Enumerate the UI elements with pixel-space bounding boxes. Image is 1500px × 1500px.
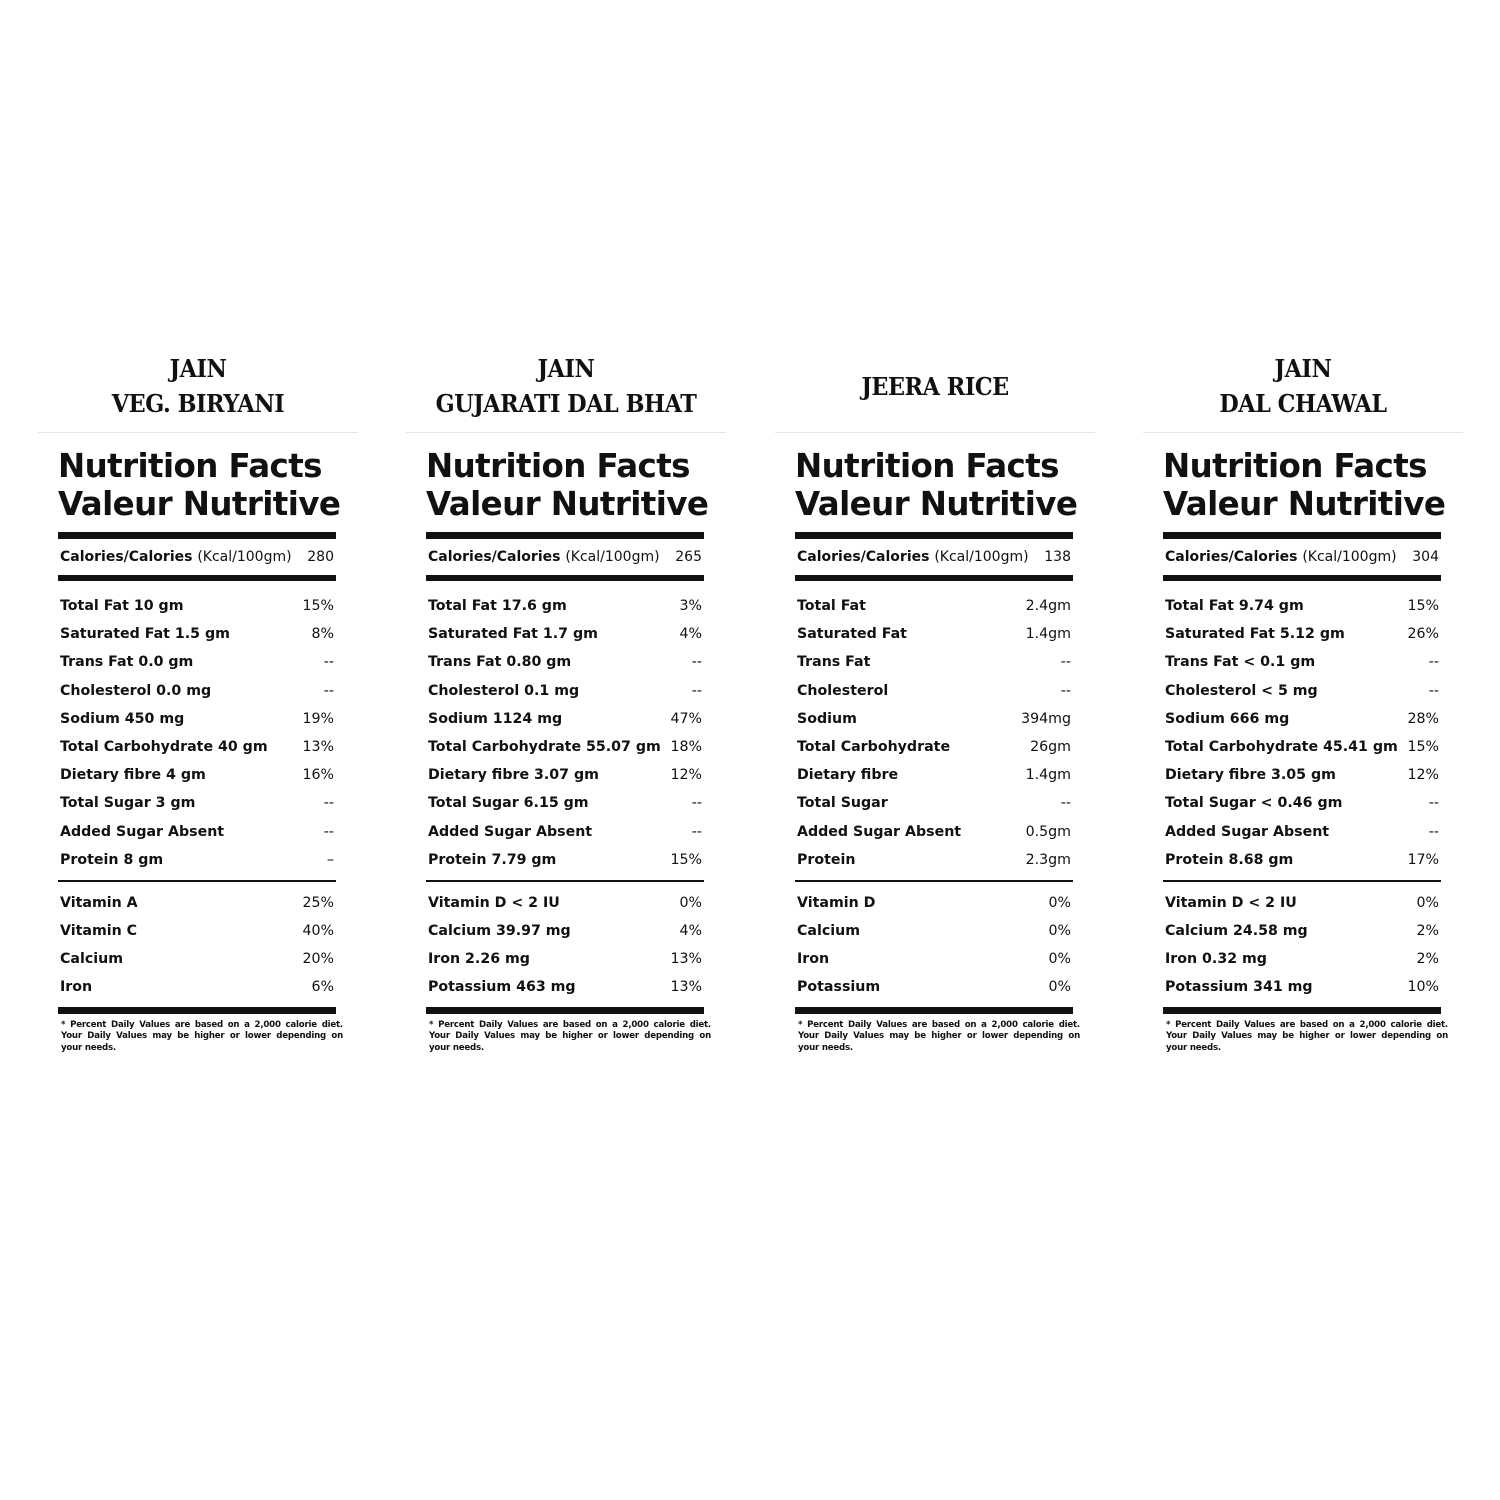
heading-french: Valeur Nutritive [58, 485, 341, 523]
vitamin-name: Iron 0.32 mg [1165, 950, 1267, 967]
nutrient-value: -- [323, 682, 334, 699]
vitamin-row [795, 917, 1073, 945]
nutrient-row [1163, 705, 1441, 733]
nutrient-value: 26% [1407, 626, 1439, 643]
vitamin-value: 6% [311, 978, 334, 995]
nutrient-row [1163, 620, 1441, 648]
nutrient-value: -- [1428, 795, 1439, 812]
nutrition-panel-2 [406, 340, 726, 1054]
nutrient-row [1163, 733, 1441, 761]
nutrient-row [426, 789, 704, 817]
dish-title-line: JAIN [169, 354, 227, 383]
nutrient-value: -- [1428, 823, 1439, 840]
nutrient-name: Saturated Fat 1.5 gm [60, 626, 230, 643]
calories-value: 304 [1412, 549, 1439, 565]
nutrient-value: 0.5gm [1025, 823, 1071, 840]
calories-unit: (Kcal/100gm) [934, 549, 1029, 565]
vitamin-row [58, 917, 336, 945]
nutrient-name: Total Sugar [797, 795, 888, 812]
nutrient-row [795, 789, 1073, 817]
nutrient-value: 26gm [1030, 739, 1071, 756]
vitamin-row [1163, 889, 1441, 917]
nutrient-value: -- [691, 823, 702, 840]
vitamin-name: Iron [797, 950, 830, 967]
footnote: * Percent Daily Values are based on a 2,000 calorie diet. Your Daily Values may be higher or lower depending on your needs. [61, 1019, 343, 1053]
nutrition-heading [1163, 447, 1446, 523]
nutrient-name: Total Sugar < 0.46 gm [1165, 795, 1343, 812]
nutrient-row [1163, 846, 1441, 874]
calories-label-text: Calories/Calories [1165, 549, 1298, 565]
nutrient-row [58, 789, 336, 817]
vitamin-value: 0% [1416, 894, 1439, 911]
nutrient-name: Total Fat 9.74 gm [1165, 598, 1304, 615]
nutrient-name: Added Sugar Absent [428, 823, 593, 840]
nutrient-value: 18% [670, 739, 702, 756]
calories-label [797, 549, 1029, 565]
nutrient-rows [1163, 581, 1441, 874]
nutrient-value: -- [323, 823, 334, 840]
nutrient-name: Added Sugar Absent [797, 823, 962, 840]
dish-title-line: JAIN [1274, 354, 1332, 383]
nutrient-row [426, 705, 704, 733]
nutrition-label [58, 447, 343, 1054]
nutrition-panel-3 [775, 340, 1095, 1054]
dish-title [1154, 340, 1452, 432]
nutrient-row [1163, 818, 1441, 846]
title-divider [38, 432, 358, 433]
footnote: * Percent Daily Values are based on a 2,000 calorie diet. Your Daily Values may be higher or lower depending on your needs. [798, 1019, 1080, 1053]
nutrient-value: 17% [1407, 851, 1439, 868]
nutrient-row [1163, 677, 1441, 705]
nutrient-row [58, 592, 336, 620]
nutrient-name: Added Sugar Absent [60, 823, 225, 840]
nutrient-name: Dietary fibre [797, 767, 899, 784]
nutrient-rows [426, 581, 704, 874]
nutrition-panel-4 [1143, 340, 1463, 1054]
vitamin-row [795, 945, 1073, 973]
heading-english: Nutrition Facts [58, 447, 322, 485]
calories-label-text: Calories/Calories [797, 549, 930, 565]
nutrient-name: Trans Fat < 0.1 gm [1165, 654, 1316, 671]
nutrient-value: 1.4gm [1025, 626, 1071, 643]
title-divider [775, 432, 1095, 433]
nutrient-name: Added Sugar Absent [1165, 823, 1330, 840]
calories-label [1165, 549, 1397, 565]
heading-french: Valeur Nutritive [426, 485, 709, 523]
nutrient-row [58, 648, 336, 676]
vitamin-name: Vitamin D < 2 IU [428, 894, 560, 911]
nutrient-value: 16% [302, 767, 334, 784]
nutrient-value: -- [1428, 682, 1439, 699]
nutrient-name: Saturated Fat 1.7 gm [428, 626, 598, 643]
nutrient-row [426, 846, 704, 874]
nutrient-row [795, 620, 1073, 648]
vitamin-name: Vitamin D < 2 IU [1165, 894, 1297, 911]
vitamin-name: Vitamin D [797, 894, 876, 911]
nutrient-row [795, 846, 1073, 874]
nutrient-value: -- [1060, 795, 1071, 812]
nutrient-name: Trans Fat [797, 654, 871, 671]
bottom-rule [426, 1007, 704, 1014]
vitamin-row [795, 973, 1073, 1001]
nutrient-row [1163, 761, 1441, 789]
nutrient-value: 15% [1407, 598, 1439, 615]
vitamin-name: Calcium [797, 922, 861, 939]
vitamin-value: 13% [670, 978, 702, 995]
nutrient-row [1163, 789, 1441, 817]
nutrient-row [426, 733, 704, 761]
dish-title-line: DAL CHAWAL [1219, 389, 1387, 418]
nutrient-value: 3% [679, 598, 702, 615]
dish-title [49, 340, 347, 432]
nutrient-row [426, 761, 704, 789]
nutrient-name: Total Fat 17.6 gm [428, 598, 567, 615]
nutrient-row [795, 677, 1073, 705]
title-divider [1143, 432, 1463, 433]
nutrition-heading [426, 447, 709, 523]
nutrient-value: 15% [670, 851, 702, 868]
title-divider [406, 432, 726, 433]
vitamin-row [1163, 917, 1441, 945]
heading-english: Nutrition Facts [426, 447, 690, 485]
nutrition-label [426, 447, 711, 1054]
bottom-rule [1163, 1007, 1441, 1014]
vitamin-row [1163, 973, 1441, 1001]
calories-label-text: Calories/Calories [60, 549, 193, 565]
vitamin-name: Calcium 24.58 mg [1165, 922, 1308, 939]
nutrition-heading [795, 447, 1078, 523]
thick-rule [426, 532, 704, 539]
dish-title-line: GUJARATI DAL BHAT [435, 389, 697, 418]
thick-rule [795, 532, 1073, 539]
nutrient-name: Total Sugar 6.15 gm [428, 795, 589, 812]
nutrient-row [426, 648, 704, 676]
calories-row [426, 539, 704, 575]
vitamin-value: 10% [1407, 978, 1439, 995]
heading-english: Nutrition Facts [1163, 447, 1427, 485]
vitamin-name: Potassium [797, 978, 881, 995]
nutrient-name: Protein 7.79 gm [428, 851, 557, 868]
nutrient-row [426, 818, 704, 846]
vitamin-name: Iron [60, 978, 93, 995]
nutrient-value: – [326, 851, 334, 868]
calories-unit: (Kcal/100gm) [1302, 549, 1397, 565]
nutrient-value: -- [1060, 682, 1071, 699]
vitamin-value: 2% [1416, 922, 1439, 939]
vitamin-rows [1163, 882, 1441, 1001]
nutrient-value: 2.3gm [1025, 851, 1071, 868]
dish-title-line: JEERA RICE [861, 371, 1009, 401]
calories-row [1163, 539, 1441, 575]
nutrient-name: Total Sugar 3 gm [60, 795, 196, 812]
vitamin-row [426, 917, 704, 945]
nutrient-name: Trans Fat 0.80 gm [428, 654, 572, 671]
vitamin-rows [795, 882, 1073, 1001]
bottom-rule [58, 1007, 336, 1014]
vitamin-value: 13% [670, 950, 702, 967]
nutrient-value: 4% [679, 626, 702, 643]
vitamin-name: Vitamin C [60, 922, 138, 939]
nutrient-name: Total Carbohydrate [797, 739, 951, 756]
nutrient-row [58, 846, 336, 874]
nutrient-value: 12% [1407, 767, 1439, 784]
calories-unit: (Kcal/100gm) [565, 549, 660, 565]
nutrient-row [795, 592, 1073, 620]
calories-unit: (Kcal/100gm) [197, 549, 292, 565]
calories-value: 138 [1044, 549, 1071, 565]
nutrient-name: Saturated Fat 5.12 gm [1165, 626, 1345, 643]
nutrient-row [58, 620, 336, 648]
nutrient-value: -- [323, 654, 334, 671]
nutrient-name: Total Fat 10 gm [60, 598, 184, 615]
vitamin-name: Calcium [60, 950, 124, 967]
nutrient-name: Trans Fat 0.0 gm [60, 654, 194, 671]
nutrient-row [426, 592, 704, 620]
vitamin-value: 25% [302, 894, 334, 911]
calories-row [58, 539, 336, 575]
nutrient-name: Total Carbohydrate 45.41 gm [1165, 739, 1398, 756]
nutrient-row [795, 705, 1073, 733]
nutrient-name: Protein 8 gm [60, 851, 164, 868]
dish-title-line: VEG. BIRYANI [111, 389, 285, 418]
nutrient-value: 15% [302, 598, 334, 615]
vitamin-name: Calcium 39.97 mg [428, 922, 571, 939]
vitamin-rows [58, 882, 336, 1001]
heading-french: Valeur Nutritive [795, 485, 1078, 523]
nutrient-value: 1.4gm [1025, 767, 1071, 784]
nutrient-name: Dietary fibre 4 gm [60, 767, 206, 784]
vitamin-row [426, 945, 704, 973]
vitamin-row [426, 973, 704, 1001]
bottom-rule [795, 1007, 1073, 1014]
heading-french: Valeur Nutritive [1163, 485, 1446, 523]
calories-value: 265 [675, 549, 702, 565]
nutrient-name: Cholesterol 0.0 mg [60, 682, 212, 699]
vitamin-value: 0% [1048, 894, 1071, 911]
nutrient-name: Total Carbohydrate 40 gm [60, 739, 268, 756]
nutrient-value: -- [1428, 654, 1439, 671]
nutrition-label [1163, 447, 1448, 1054]
nutrient-name: Protein 8.68 gm [1165, 851, 1294, 868]
vitamin-value: 0% [1048, 922, 1071, 939]
vitamin-rows [426, 882, 704, 1001]
nutrient-value: -- [691, 682, 702, 699]
nutrient-value: 47% [670, 710, 702, 727]
nutrition-panel-1 [38, 340, 358, 1054]
dish-title [417, 340, 715, 432]
nutrient-row [795, 733, 1073, 761]
vitamin-value: 20% [302, 950, 334, 967]
nutrient-name: Dietary fibre 3.05 gm [1165, 767, 1336, 784]
vitamin-row [58, 973, 336, 1001]
vitamin-row [58, 889, 336, 917]
dish-title [786, 340, 1084, 432]
nutrient-value: 394mg [1021, 710, 1071, 727]
nutrient-row [58, 733, 336, 761]
nutrient-rows [795, 581, 1073, 874]
nutrient-row [795, 761, 1073, 789]
nutrient-value: 8% [311, 626, 334, 643]
footnote: * Percent Daily Values are based on a 2,000 calorie diet. Your Daily Values may be higher or lower depending on your needs. [429, 1019, 711, 1053]
nutrition-label [795, 447, 1080, 1054]
thick-rule [1163, 532, 1441, 539]
vitamin-name: Potassium 341 mg [1165, 978, 1313, 995]
nutrient-value: 19% [302, 710, 334, 727]
vitamin-value: 0% [1048, 978, 1071, 995]
vitamin-name: Vitamin A [60, 894, 138, 911]
nutrient-name: Sodium 450 mg [60, 710, 185, 727]
nutrient-row [795, 648, 1073, 676]
heading-english: Nutrition Facts [795, 447, 1059, 485]
nutrient-row [58, 761, 336, 789]
nutrient-value: 28% [1407, 710, 1439, 727]
nutrient-value: 13% [302, 739, 334, 756]
vitamin-value: 0% [679, 894, 702, 911]
nutrient-row [58, 677, 336, 705]
nutrient-value: 2.4gm [1025, 598, 1071, 615]
nutrient-name: Total Fat [797, 598, 866, 615]
nutrient-name: Sodium [797, 710, 857, 727]
vitamin-row [1163, 945, 1441, 973]
nutrient-value: 15% [1407, 739, 1439, 756]
vitamin-value: 4% [679, 922, 702, 939]
nutrient-row [426, 677, 704, 705]
vitamin-name: Potassium 463 mg [428, 978, 576, 995]
nutrition-heading [58, 447, 341, 523]
nutrient-name: Dietary fibre 3.07 gm [428, 767, 599, 784]
vitamin-value: 40% [302, 922, 334, 939]
vitamin-row [426, 889, 704, 917]
nutrient-name: Cholesterol 0.1 mg [428, 682, 580, 699]
nutrient-row [1163, 592, 1441, 620]
calories-label [60, 549, 292, 565]
nutrient-rows [58, 581, 336, 874]
calories-row [795, 539, 1073, 575]
dish-title-line: JAIN [537, 354, 595, 383]
nutrient-value: -- [323, 795, 334, 812]
vitamin-value: 0% [1048, 950, 1071, 967]
nutrient-name: Cholesterol < 5 mg [1165, 682, 1318, 699]
vitamin-value: 2% [1416, 950, 1439, 967]
nutrient-name: Sodium 1124 mg [428, 710, 563, 727]
nutrient-name: Protein [797, 851, 856, 868]
nutrient-name: Total Carbohydrate 55.07 gm [428, 739, 661, 756]
thick-rule [58, 532, 336, 539]
vitamin-row [795, 889, 1073, 917]
calories-label [428, 549, 660, 565]
nutrient-name: Cholesterol [797, 682, 889, 699]
nutrient-value: 12% [670, 767, 702, 784]
vitamin-name: Iron 2.26 mg [428, 950, 530, 967]
nutrient-name: Saturated Fat [797, 626, 907, 643]
nutrient-row [58, 705, 336, 733]
calories-label-text: Calories/Calories [428, 549, 561, 565]
nutrient-value: -- [691, 795, 702, 812]
nutrient-row [1163, 648, 1441, 676]
nutrient-row [426, 620, 704, 648]
nutrient-value: -- [1060, 654, 1071, 671]
vitamin-row [58, 945, 336, 973]
nutrient-row [58, 818, 336, 846]
nutrient-value: -- [691, 654, 702, 671]
footnote: * Percent Daily Values are based on a 2,000 calorie diet. Your Daily Values may be higher or lower depending on your needs. [1166, 1019, 1448, 1053]
nutrient-name: Sodium 666 mg [1165, 710, 1290, 727]
calories-value: 280 [307, 549, 334, 565]
nutrient-row [795, 818, 1073, 846]
